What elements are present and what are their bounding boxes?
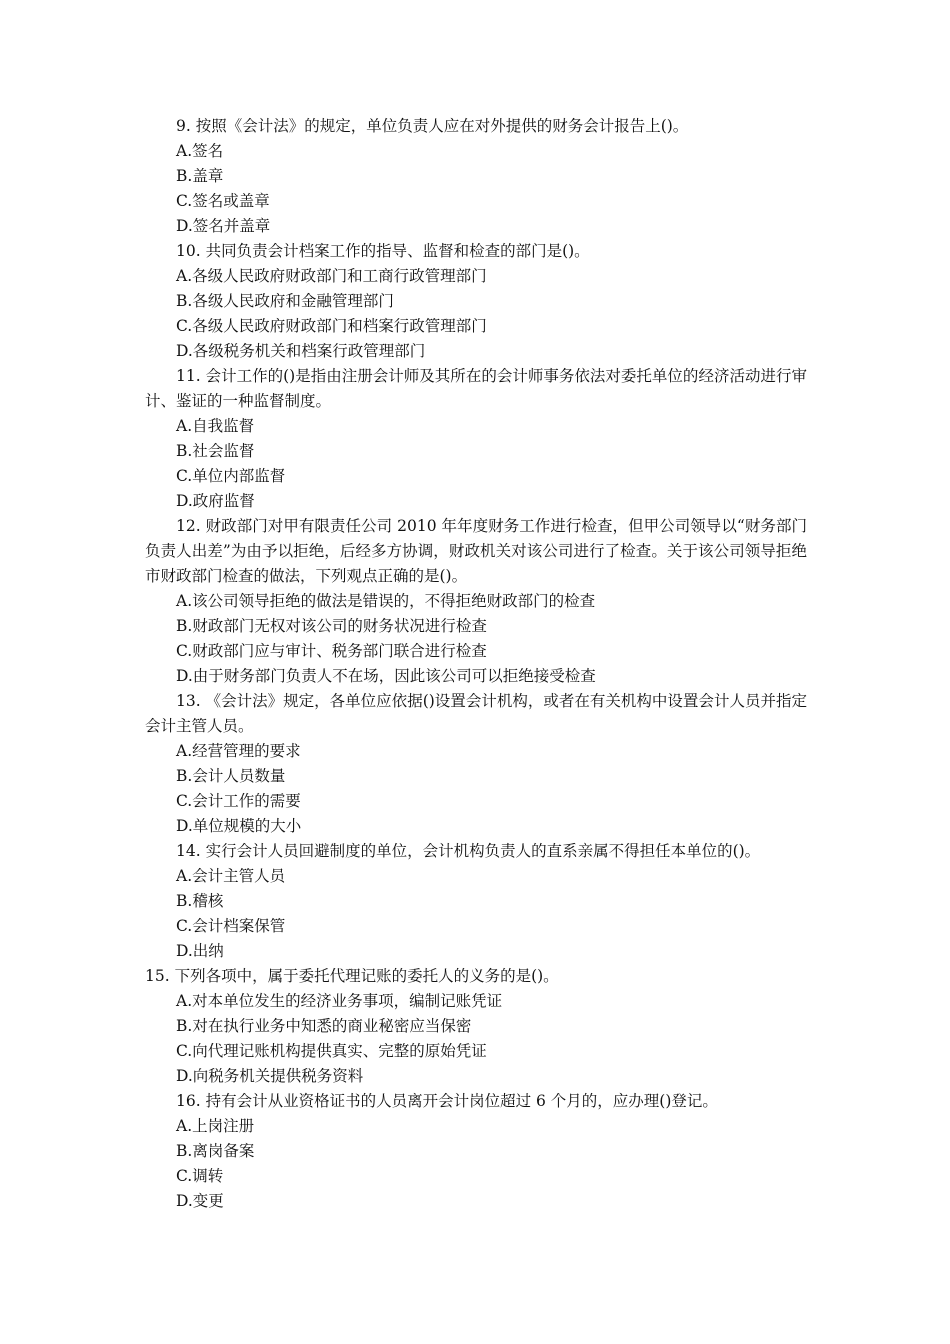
option-15-d: D.向税务机关提供税务资料 bbox=[176, 1067, 364, 1085]
option-14-c: C.会计档案保管 bbox=[176, 917, 286, 935]
option-11-b: B.社会监督 bbox=[176, 442, 255, 460]
question-11: 11. 会计工作的()是指由注册会计师及其所在的会计师事务依法对委托单位的经济活动进行审计、鉴证的一种监督制度。 bbox=[145, 367, 807, 410]
option-16-b: B.离岗备案 bbox=[176, 1142, 255, 1160]
option-10-b: B.各级人民政府和金融管理部门 bbox=[176, 292, 394, 310]
option-16-d: D.变更 bbox=[176, 1192, 224, 1210]
option-16-a: A.上岗注册 bbox=[176, 1117, 255, 1135]
option-12-b: B.财政部门无权对该公司的财务状况进行检查 bbox=[176, 617, 487, 635]
option-14-a: A.会计主管人员 bbox=[176, 867, 286, 885]
option-12-c: C.财政部门应与审计、税务部门联合进行检查 bbox=[176, 642, 487, 660]
option-9-a: A.签名 bbox=[176, 142, 224, 160]
option-12-a: A.该公司领导拒绝的做法是错误的，不得拒绝财政部门的检查 bbox=[176, 592, 596, 610]
option-13-d: D.单位规模的大小 bbox=[176, 817, 302, 835]
option-14-d: D.出纳 bbox=[176, 942, 224, 960]
document-page bbox=[145, 114, 807, 1214]
option-11-d: D.政府监督 bbox=[176, 492, 255, 510]
option-9-c: C.签名或盖章 bbox=[176, 192, 270, 210]
option-13-b: B.会计人员数量 bbox=[176, 767, 286, 785]
option-16-c: C.调转 bbox=[176, 1167, 224, 1185]
option-10-a: A.各级人民政府财政部门和工商行政管理部门 bbox=[176, 267, 487, 285]
option-12-d: D.由于财务部门负责人不在场，因此该公司可以拒绝接受检查 bbox=[176, 667, 596, 685]
option-14-b: B.稽核 bbox=[176, 892, 224, 910]
option-15-c: C.向代理记账机构提供真实、完整的原始凭证 bbox=[176, 1042, 487, 1060]
option-11-c: C.单位内部监督 bbox=[176, 467, 286, 485]
question-15: 15. 下列各项中，属于委托代理记账的委托人的义务的是()。 bbox=[145, 967, 559, 985]
question-13: 13. 《会计法》规定，各单位应依据()设置会计机构，或者在有关机构中设置会计人员并指定会计主管人员。 bbox=[145, 692, 807, 735]
question-12: 12. 财政部门对甲有限责任公司 2010 年年度财务工作进行检查，但甲公司领导以“财务部门负责人出差”为由予以拒绝，后经多方协调，财政机关对该公司进行了检查。关于该公司领导拒绝市财政部门检查的做法，下列观点正确的是()。 bbox=[145, 517, 807, 585]
option-10-d: D.各级税务机关和档案行政管理部门 bbox=[176, 342, 426, 360]
option-11-a: A.自我监督 bbox=[176, 417, 255, 435]
question-10: 10. 共同负责会计档案工作的指导、监督和检查的部门是()。 bbox=[176, 242, 590, 260]
option-10-c: C.各级人民政府财政部门和档案行政管理部门 bbox=[176, 317, 487, 335]
question-14: 14. 实行会计人员回避制度的单位，会计机构负责人的直系亲属不得担任本单位的()。 bbox=[176, 842, 761, 860]
question-9: 9. 按照《会计法》的规定，单位负责人应在对外提供的财务会计报告上()。 bbox=[176, 117, 689, 135]
option-15-b: B.对在执行业务中知悉的商业秘密应当保密 bbox=[176, 1017, 472, 1035]
option-9-d: D.签名并盖章 bbox=[176, 217, 271, 235]
option-13-a: A.经营管理的要求 bbox=[176, 742, 301, 760]
option-15-a: A.对本单位发生的经济业务事项，编制记账凭证 bbox=[176, 992, 503, 1010]
question-16: 16. 持有会计从业资格证书的人员离开会计岗位超过 6 个月的，应办理()登记。 bbox=[176, 1092, 718, 1110]
option-13-c: C.会计工作的需要 bbox=[176, 792, 301, 810]
option-9-b: B.盖章 bbox=[176, 167, 224, 185]
